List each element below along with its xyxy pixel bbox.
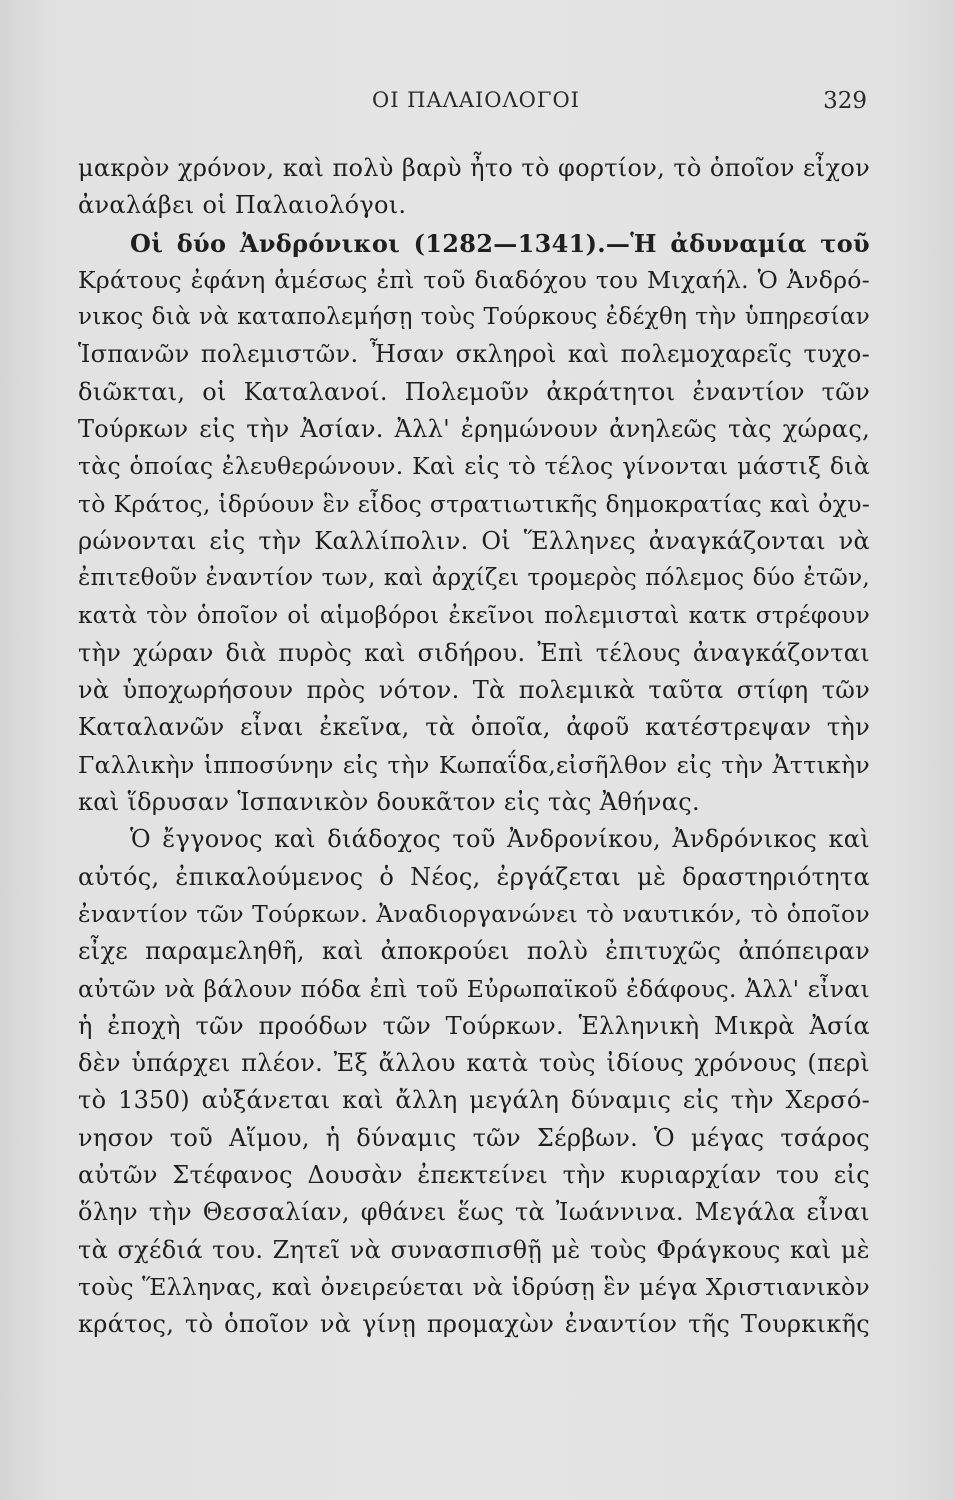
page-number: 329 <box>823 88 867 114</box>
text-line: Ἱσπανῶν πολεμιστῶν. Ἦσαν σκληροὶ καὶ πολεμοχαρεῖς τυχο- <box>78 340 870 369</box>
section-heading-line: Οἱ δύο Ἀνδρόνικοι (1282—1341).—Ἡ ἀδυναμία τοῦ <box>130 228 870 258</box>
text-line: Γαλλικὴν ἱπποσύνην εἰς τὴν Κωπαΐδα,εἰσῆλθον εἰς τὴν Ἀττικὴν <box>78 750 870 779</box>
text-line: αὐτῶν νὰ βάλουν πόδα ἐπὶ τοῦ Εὐρωπαϊκοῦ ἐδάφους. Ἀλλ' εἶναι <box>78 974 870 1003</box>
text-line: τὰ σχέδιά του. Ζητεῖ νὰ συνασπισθῇ μὲ τοὺς Φράγκους καὶ μὲ <box>78 1235 870 1264</box>
text-line: Καταλανῶν εἶναι ἐκεῖνα, τὰ ὁποῖα, ἀφοῦ κατέστρεψαν τὴν <box>78 713 870 742</box>
text-line: ἐναντίον τῶν Τούρκων. Ἀναδιοργανώνει τὸ ναυτικόν, τὸ ὁποῖον <box>78 899 870 928</box>
text-line: αὐτῶν Στέφανος Δουσὰν ἐπεκτείνει τὴν κυριαρχίαν του εἰς <box>78 1161 870 1190</box>
text-line: Κράτους ἐφάνη ἀμέσως ἐπὶ τοῦ διαδόχου του Μιχαήλ. Ὁ Ἀνδρό- <box>78 265 870 294</box>
text-line: ὅλην τὴν Θεσσαλίαν, φθάνει ἕως τὰ Ἰωάννινα. Μεγάλα εἶναι <box>78 1198 870 1227</box>
text-line: Ὁ ἔγγονος καὶ διάδοχος τοῦ Ἀνδρονίκου, Ἀνδρόνικος καὶ <box>130 825 870 854</box>
text-line: αὐτός, ἐπικαλούμενος ὁ Νέος, ἐργάζεται μὲ δραστηριότητα <box>78 862 870 891</box>
text-line: μακρὸν χρόνον, καὶ πολὺ βαρὺ ἦτο τὸ φορτίον, τὸ ὁποῖον εἶχον <box>78 154 870 182</box>
text-line: τὸ Κράτος, ἱδρύουν ἓν εἶδος στρατιωτικῆς δημοκρατίας καὶ ὀχυ- <box>78 489 871 518</box>
text-line: δὲν ὑπάρχει πλέον. Ἐξ ἄλλου κατὰ τοὺς ἰδίους χρόνους (περὶ <box>78 1049 870 1078</box>
text-line: διῶκται, οἱ Καταλανοί. Πολεμοῦν ἀκράτητοι ἐναντίον τῶν <box>78 377 870 406</box>
text-line: ρώνονται εἰς τὴν Καλλίπολιν. Οἱ Ἕλληνες ἀναγκάζονται νὰ <box>78 526 870 555</box>
text-line: ἀναλάβει οἱ Παλαιολόγοι. <box>78 191 407 220</box>
text-line: κράτος, τὸ ὁποῖον νὰ γίνῃ προμαχὼν ἐναντίον τῆς Τουρκικῆς <box>78 1310 870 1339</box>
text-line: νὰ ὑποχωρήσουν πρὸς νότον. Τὰ πολεμικὰ ταῦτα στίφη τῶν <box>78 676 870 705</box>
text-line: καὶ ἵδρυσαν Ἱσπανικὸν δουκᾶτον εἰς τὰς Ἀθήνας. <box>78 788 700 817</box>
text-line: Τούρκων εἰς τὴν Ἀσίαν. Ἀλλ' ἐρημώνουν ἀνηλεῶς τὰς χώρας, <box>78 415 870 444</box>
running-title: ΟΙ ΠΑΛΑΙΟΛΟΓΟΙ <box>372 88 580 112</box>
text-line: τὸ 1350) αὐξάνεται καὶ ἄλλη μεγάλη δύναμις εἰς τὴν Χερσό- <box>78 1086 870 1115</box>
text-line: εἶχε παραμεληθῆ, καὶ ἀποκρούει πολὺ ἐπιτυχῶς ἀπόπειραν <box>78 937 870 966</box>
text-line: ἐπιτεθοῦν ἐναντίον των, καὶ ἀρχίζει τρομερὸς πόλεμος δύο ἐτῶν, <box>78 565 870 592</box>
text-line: τὴν χώραν διὰ πυρὸς καὶ σιδήρου. Ἐπὶ τέλους ἀναγκάζονται <box>78 638 870 667</box>
page-header <box>0 88 955 128</box>
text-line: κατὰ τὸν ὁποῖον οἱ αἱμοβόροι ἐκεῖνοι πολεμισταὶ κατκ στρέφουν <box>78 602 870 629</box>
text-line: τοὺς Ἕλληνας, καὶ ὀνειρεύεται νὰ ἱδρύσῃ ἓν μέγα Χριστιανικὸν <box>78 1272 870 1301</box>
text-line: νησον τοῦ Αἵμου, ἡ δύναμις τῶν Σέρβων. Ὁ μέγας τσάρος <box>78 1123 870 1152</box>
text-line: νικος διὰ νὰ καταπολεμήσῃ τοὺς Τούρκους ἐδέχθη τὴν ὑπηρεσίαν <box>78 304 870 331</box>
text-line: ἡ ἐποχὴ τῶν προόδων τῶν Τούρκων. Ἑλληνικὴ Μικρὰ Ἀσία <box>78 1011 870 1040</box>
text-line: τὰς ὁποίας ἐλευθερώνουν. Καὶ εἰς τὸ τέλος γίνονται μάστιξ διὰ <box>78 452 870 481</box>
body-text <box>78 150 870 1344</box>
